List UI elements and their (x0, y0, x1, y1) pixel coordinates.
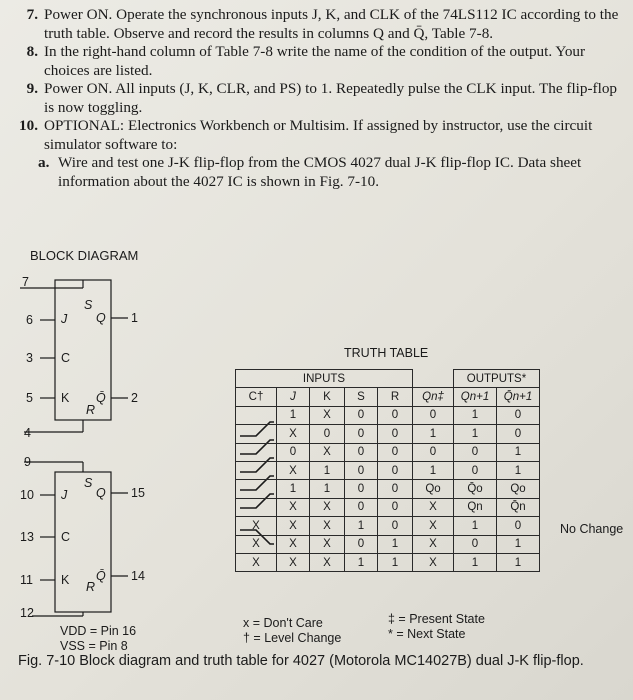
pin-label: 7 (22, 275, 29, 289)
table-row (236, 370, 540, 388)
ff-label: Q (96, 311, 106, 325)
table-row: 0 X 0 0 0 0 1 (236, 443, 540, 461)
column-header: C† (236, 388, 277, 406)
pin-label: 9 (24, 455, 31, 469)
table-row: X 0 0 0 1 1 0 (236, 425, 540, 443)
pin-label: 2 (131, 391, 138, 405)
ff-label: K (61, 573, 70, 587)
ff-label: J (61, 312, 68, 326)
pin-label: 10 (20, 488, 34, 502)
step-number: 8. (26, 43, 38, 60)
column-header: S (345, 388, 378, 406)
truth-table (235, 369, 540, 572)
step-text: Power ON. Operate the synchronous inputs J, K, and CLK of the 74LS112 IC according to the truth table. Observe and record the results in columns Q and Q̄, Table 7-8. (44, 6, 619, 42)
column-header: Qn‡ (413, 388, 454, 406)
table-row: X X X 1 0 X 1 0 (236, 517, 540, 535)
legend-present-state: ‡ = Present State (388, 612, 485, 626)
substep-text: Wire and test one J-K flip-flop from the CMOS 4027 dual J-K flip-flop IC. Data sheet information about the 4027 IC is shown in Fig. 7-10. (58, 154, 582, 190)
outputs-header: OUTPUTS* (454, 370, 540, 388)
substep-number: a. (38, 154, 50, 171)
column-header: R (378, 388, 413, 406)
ff-label: R (86, 580, 96, 594)
pin-label: 1 (131, 311, 138, 325)
pin-label: 6 (26, 313, 33, 327)
step-number: 10. (19, 117, 38, 134)
step-number: 7. (26, 6, 38, 23)
pin-label: 15 (131, 486, 145, 500)
pin-label: 12 (20, 606, 34, 620)
step-number: 9. (26, 80, 38, 97)
ff-label: C (61, 351, 71, 365)
pin-label: 4 (24, 426, 31, 440)
pin-label: 5 (26, 391, 33, 405)
legend-next-state: * = Next State (388, 627, 466, 641)
step-text: In the right-hand column of Table 7-8 write the name of the condition of the output. Your choices are listed. (44, 43, 586, 79)
ff-label: Q (96, 486, 106, 500)
block-diagram-title: BLOCK DIAGRAM (30, 248, 139, 263)
truth-table-title: TRUTH TABLE (344, 346, 429, 360)
column-header: Q̄n+1 (497, 388, 540, 406)
ff-label: S (84, 298, 93, 312)
column-header: K (310, 388, 345, 406)
inputs-header: INPUTS (236, 370, 413, 388)
vdd-note: VDD = Pin 16 (60, 624, 137, 638)
ff-label: J (61, 488, 68, 502)
ff-label: C (61, 530, 71, 544)
step-text: OPTIONAL: Electronics Workbench or Multisim. If assigned by instructor, use the circuit simulator software to: (44, 117, 593, 153)
table-row: X X X 1 1 X 1 1 (236, 553, 540, 571)
legend-level-change: † = Level Change (243, 631, 342, 645)
column-header: J (277, 388, 310, 406)
ff-label: S (84, 476, 93, 490)
pin-label: 3 (26, 351, 33, 365)
ff-label: Q̄ (96, 391, 106, 405)
pin-label: 11 (20, 573, 33, 587)
table-row: X X 0 0 X Qn Q̄n (236, 498, 540, 516)
pin-label: 14 (131, 569, 145, 583)
legend-dont-care: x = Don't Care (243, 616, 323, 630)
pin-label: 13 (20, 530, 34, 544)
figure-caption: Fig. 7-10 Block diagram and truth table for 4027 (Motorola MC14027B) dual J-K flip-flop. (18, 653, 584, 669)
no-change-label: No Change (560, 522, 624, 536)
step-text: Power ON. All inputs (J, K, CLR, and PS) to 1. Repeatedly pulse the CLK input. The flip-flop is now toggling. (44, 80, 618, 116)
table-row: X X X 0 1 X 0 1 (236, 535, 540, 553)
ff-label: Q̄ (96, 569, 106, 583)
vss-note: VSS = Pin 8 (60, 639, 128, 653)
ff-label: R (86, 403, 96, 417)
column-header: Qn+1 (454, 388, 497, 406)
table-row: 1 1 0 0 Qo Q̄o Qo (236, 480, 540, 498)
ff-label: K (61, 391, 70, 405)
table-row (236, 388, 540, 406)
table-row: 1 X 0 0 0 1 0 (236, 406, 540, 424)
table-row: X 1 0 0 1 0 1 (236, 461, 540, 479)
